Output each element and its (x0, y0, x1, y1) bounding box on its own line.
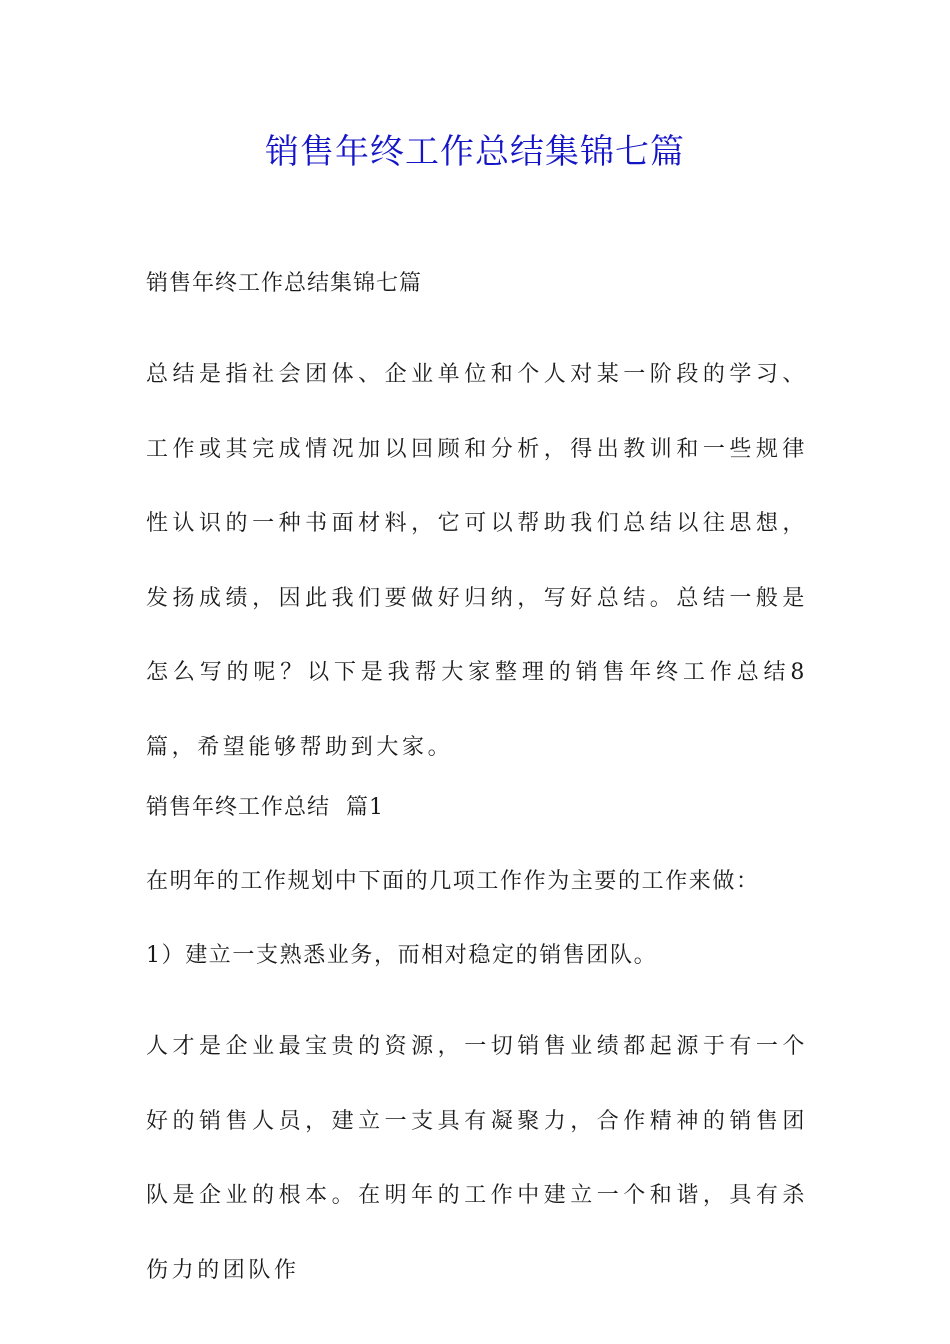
section-heading: 销售年终工作总结 篇1 (146, 795, 384, 820)
plan-point-1: 1）建立一支熟悉业务，而相对稳定的销售团队。 (146, 943, 658, 968)
document-title: 销售年终工作总结集锦七篇 (265, 132, 685, 172)
talent-paragraph: 人才是企业最宝贵的资源，一切销售业绩都起源于有一个好的销售人员，建立一支具有凝聚力，合作精神的销售团队是企业的根本。在明年的工作中建立一个和谐，具有杀伤力的团队作 (146, 1034, 808, 1283)
plan-lead-paragraph: 在明年的工作规划中下面的几项工作作为主要的工作来做： (146, 869, 760, 894)
intro-paragraph: 总结是指社会团体、企业单位和个人对某一阶段的学习、工作或其完成情况加以回顾和分析，得出教训和一些规律性认识的一种书面材料，它可以帮助我们总结以往思想，发扬成绩，因此我们要做好归纳，写好总结。总结一般是怎么写的呢？以下是我帮大家整理的销售年终工作总结8篇，希望能够帮助到大家。 (146, 362, 808, 760)
document-subheading: 销售年终工作总结集锦七篇 (146, 271, 423, 296)
